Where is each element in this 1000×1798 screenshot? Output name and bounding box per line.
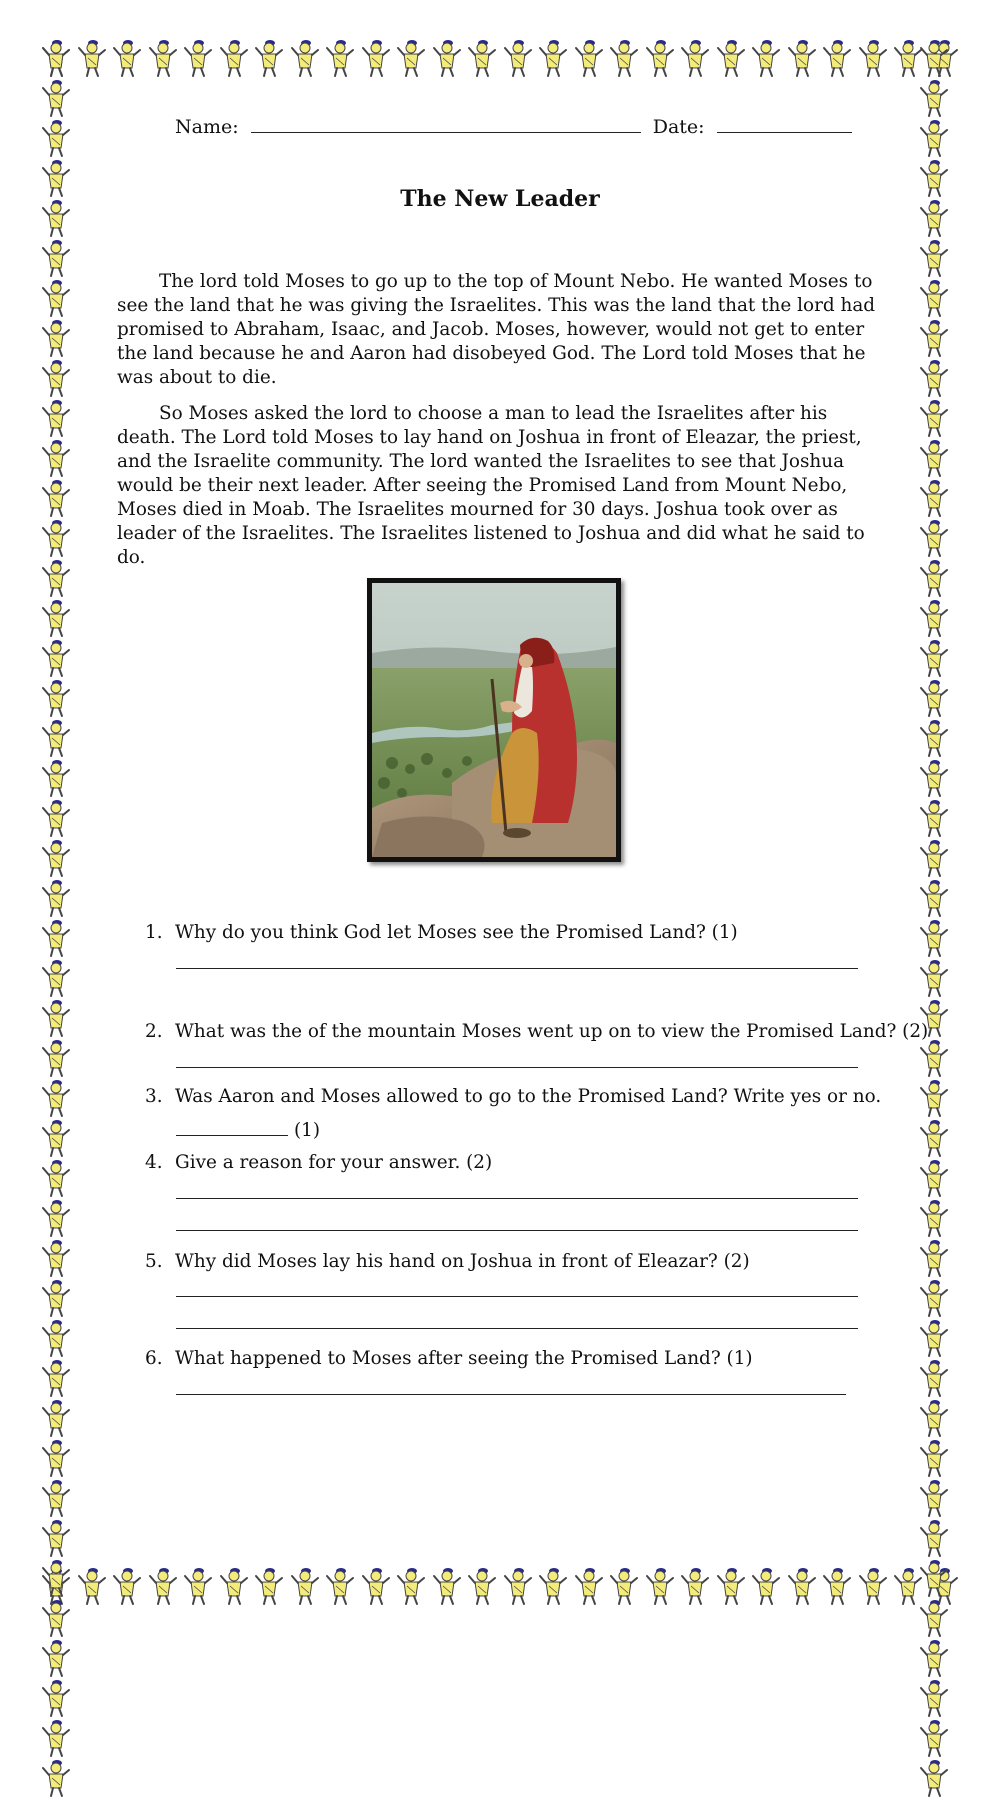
- cartoon-figure-icon: [918, 1758, 950, 1798]
- cartoon-figure-icon: [147, 38, 179, 78]
- question-text: What happened to Moses after seeing the Promised Land? (1): [175, 1348, 753, 1369]
- cartoon-figure-icon: [40, 1118, 72, 1158]
- cartoon-figure-icon: [918, 598, 950, 638]
- cartoon-figure-icon: [253, 1566, 285, 1606]
- cartoon-figure-icon: [40, 278, 72, 318]
- cartoon-figure-icon: [715, 1566, 747, 1606]
- cartoon-figure-icon: [40, 1678, 72, 1718]
- yes-no-answer: [176, 1117, 320, 1141]
- cartoon-figure-icon: [918, 438, 950, 478]
- cartoon-figure-icon: [918, 38, 950, 78]
- cartoon-figure-icon: [324, 1566, 356, 1606]
- cartoon-figure-icon: [40, 318, 72, 358]
- cartoon-figure-icon: [40, 1358, 72, 1398]
- cartoon-figure-icon: [40, 918, 72, 958]
- cartoon-figure-icon: [918, 1518, 950, 1558]
- cartoon-figure-icon: [40, 358, 72, 398]
- cartoon-figure-icon: [750, 1566, 782, 1606]
- question-number: 4.: [145, 1152, 163, 1173]
- cartoon-figure-icon: [111, 1566, 143, 1606]
- cartoon-figure-icon: [918, 1438, 950, 1478]
- cartoon-figure-icon: [918, 1078, 950, 1118]
- question-number: 1.: [145, 922, 163, 943]
- cartoon-figure-icon: [573, 1566, 605, 1606]
- cartoon-figure-icon: [40, 1478, 72, 1518]
- answer-line-1[interactable]: [176, 968, 858, 969]
- cartoon-figure-icon: [918, 1358, 950, 1398]
- cartoon-figure-icon: [679, 38, 711, 78]
- question-text: Was Aaron and Moses allowed to go to the Promised Land? Write yes or no.: [175, 1086, 882, 1107]
- cartoon-figure-icon: [918, 518, 950, 558]
- cartoon-figure-icon: [40, 1718, 72, 1758]
- cartoon-figure-icon: [40, 78, 72, 118]
- date-blank[interactable]: [717, 112, 852, 133]
- cartoon-figure-icon: [40, 1398, 72, 1438]
- cartoon-figure-icon: [40, 118, 72, 158]
- cartoon-figure-icon: [918, 118, 950, 158]
- cartoon-figure-icon: [644, 1566, 676, 1606]
- cartoon-figure-icon: [918, 478, 950, 518]
- cartoon-figure-icon: [40, 758, 72, 798]
- border-bottom: [40, 1566, 960, 1608]
- question-number: 5.: [145, 1251, 163, 1272]
- cartoon-figure-icon: [40, 1438, 72, 1478]
- answer-line-4a[interactable]: [176, 1198, 858, 1199]
- cartoon-figure-icon: [40, 1518, 72, 1558]
- story-paragraph-2: So Moses asked the lord to choose a man to lead the Israelites after his death. The Lord told Moses to lay hand on Joshua in front of Eleazar, the priest, and the Israelite community. The lord wanted the Israelites to see that Joshua would be their next leader. After seeing the Promised Land from Mount Nebo, Moses died in Moab. The Israelites mourned for 30 days. Joshua took over as leader of the Israelites. The Israelites listened to Joshua and did what he said to do.: [117, 403, 865, 568]
- cartoon-figure-icon: [40, 678, 72, 718]
- cartoon-figure-icon: [431, 38, 463, 78]
- question-2: [145, 1021, 928, 1042]
- yes-no-blank[interactable]: [176, 1117, 288, 1136]
- question-text: Give a reason for your answer. (2): [175, 1152, 493, 1173]
- question-3: [145, 1086, 881, 1107]
- cartoon-figure-icon: [918, 358, 950, 398]
- cartoon-figure-icon: [679, 1566, 711, 1606]
- answer-line-6[interactable]: [176, 1394, 846, 1395]
- question-6: [145, 1348, 753, 1369]
- cartoon-figure-icon: [40, 398, 72, 438]
- cartoon-figure-icon: [608, 38, 640, 78]
- question-text: What was the of the mountain Moses went up on to view the Promised Land? (2): [175, 1021, 929, 1042]
- cartoon-figure-icon: [182, 38, 214, 78]
- cartoon-figure-icon: [918, 678, 950, 718]
- cartoon-figure-icon: [918, 1198, 950, 1238]
- cartoon-figure-icon: [360, 38, 392, 78]
- question-text: Why do you think God let Moses see the Promised Land? (1): [175, 922, 738, 943]
- cartoon-figure-icon: [918, 318, 950, 358]
- border-right: [918, 38, 960, 1608]
- cartoon-figure-icon: [40, 638, 72, 678]
- cartoon-figure-icon: [40, 558, 72, 598]
- cartoon-figure-icon: [715, 38, 747, 78]
- page-title: The New Leader: [400, 186, 600, 212]
- cartoon-figure-icon: [40, 1318, 72, 1358]
- cartoon-figure-icon: [918, 1318, 950, 1358]
- cartoon-figure-icon: [395, 1566, 427, 1606]
- cartoon-figure-icon: [40, 1158, 72, 1198]
- cartoon-figure-icon: [918, 238, 950, 278]
- border-top: [40, 38, 960, 80]
- cartoon-figure-icon: [918, 1478, 950, 1518]
- cartoon-figure-icon: [918, 1398, 950, 1438]
- border-left: [40, 38, 82, 1608]
- name-date-line: [175, 112, 858, 138]
- cartoon-figure-icon: [608, 1566, 640, 1606]
- question-5: [145, 1251, 750, 1272]
- cartoon-figure-icon: [40, 38, 72, 78]
- answer-line-5a[interactable]: [176, 1296, 858, 1297]
- cartoon-figure-icon: [918, 1278, 950, 1318]
- cartoon-figure-icon: [918, 1558, 950, 1598]
- cartoon-figure-icon: [395, 38, 427, 78]
- cartoon-figure-icon: [821, 1566, 853, 1606]
- cartoon-figure-icon: [40, 1278, 72, 1318]
- cartoon-figure-icon: [40, 1198, 72, 1238]
- question-4: [145, 1152, 492, 1173]
- cartoon-figure-icon: [918, 1158, 950, 1198]
- cartoon-figure-icon: [289, 38, 321, 78]
- name-label: Name:: [175, 116, 239, 138]
- cartoon-figure-icon: [918, 78, 950, 118]
- cartoon-figure-icon: [218, 1566, 250, 1606]
- cartoon-figure-icon: [40, 958, 72, 998]
- cartoon-figure-icon: [40, 878, 72, 918]
- cartoon-figure-icon: [918, 398, 950, 438]
- cartoon-figure-icon: [466, 1566, 498, 1606]
- cartoon-figure-icon: [918, 1038, 950, 1078]
- moses-on-mount-nebo-illustration: [372, 583, 616, 857]
- story-paragraph-1: The lord told Moses to go up to the top of Mount Nebo. He wanted Moses to see the land that he was giving the Israelites. This was the land that the lord had promised to Abraham, Isaac, and Jacob. Moses, however, would not get to enter the land because he and Aaron had disobeyed God. The Lord told Moses that he was about to die.: [117, 271, 876, 388]
- cartoon-figure-icon: [40, 518, 72, 558]
- cartoon-figure-icon: [918, 798, 950, 838]
- date-label: Date:: [652, 116, 705, 138]
- question-number: 3.: [145, 1086, 163, 1107]
- question-1: [145, 922, 738, 943]
- cartoon-figure-icon: [918, 918, 950, 958]
- cartoon-figure-icon: [502, 1566, 534, 1606]
- cartoon-figure-icon: [40, 1038, 72, 1078]
- cartoon-figure-icon: [40, 1558, 72, 1598]
- cartoon-figure-icon: [857, 38, 889, 78]
- cartoon-figure-icon: [918, 1598, 950, 1638]
- cartoon-figure-icon: [573, 38, 605, 78]
- answer-line-4b[interactable]: [176, 1230, 858, 1231]
- cartoon-figure-icon: [918, 838, 950, 878]
- cartoon-figure-icon: [253, 38, 285, 78]
- cartoon-figure-icon: [40, 598, 72, 638]
- cartoon-figure-icon: [324, 38, 356, 78]
- cartoon-figure-icon: [360, 1566, 392, 1606]
- cartoon-figure-icon: [40, 1638, 72, 1678]
- cartoon-figure-icon: [40, 438, 72, 478]
- cartoon-figure-icon: [786, 38, 818, 78]
- cartoon-figure-icon: [40, 1758, 72, 1798]
- cartoon-figure-icon: [537, 38, 569, 78]
- cartoon-figure-icon: [644, 38, 676, 78]
- cartoon-figure-icon: [218, 38, 250, 78]
- cartoon-figure-icon: [918, 1118, 950, 1158]
- cartoon-figure-icon: [857, 1566, 889, 1606]
- question-number: 6.: [145, 1348, 163, 1369]
- question-text: Why did Moses lay his hand on Joshua in front of Eleazar? (2): [175, 1251, 750, 1272]
- cartoon-figure-icon: [918, 1238, 950, 1278]
- story-text: [117, 270, 882, 582]
- cartoon-figure-icon: [40, 478, 72, 518]
- cartoon-figure-icon: [182, 1566, 214, 1606]
- cartoon-figure-icon: [918, 1638, 950, 1678]
- cartoon-figure-icon: [40, 1238, 72, 1278]
- question-number: 2.: [145, 1021, 163, 1042]
- cartoon-figure-icon: [821, 38, 853, 78]
- cartoon-figure-icon: [40, 718, 72, 758]
- cartoon-figure-icon: [466, 38, 498, 78]
- cartoon-figure-icon: [40, 1078, 72, 1118]
- cartoon-figure-icon: [40, 798, 72, 838]
- cartoon-figure-icon: [431, 1566, 463, 1606]
- cartoon-figure-icon: [750, 38, 782, 78]
- cartoon-figure-icon: [786, 1566, 818, 1606]
- cartoon-figure-icon: [918, 558, 950, 598]
- cartoon-figure-icon: [111, 38, 143, 78]
- cartoon-figure-icon: [537, 1566, 569, 1606]
- cartoon-figure-icon: [502, 38, 534, 78]
- answer-line-5b[interactable]: [176, 1328, 858, 1329]
- cartoon-figure-icon: [918, 1678, 950, 1718]
- cartoon-figure-icon: [918, 878, 950, 918]
- cartoon-figure-icon: [147, 1566, 179, 1606]
- cartoon-figure-icon: [918, 278, 950, 318]
- cartoon-figure-icon: [289, 1566, 321, 1606]
- cartoon-figure-icon: [40, 238, 72, 278]
- cartoon-figure-icon: [918, 638, 950, 678]
- moses-picture: [367, 578, 621, 862]
- cartoon-figure-icon: [40, 1598, 72, 1638]
- cartoon-figure-icon: [918, 958, 950, 998]
- cartoon-figure-icon: [40, 998, 72, 1038]
- cartoon-figure-icon: [40, 838, 72, 878]
- cartoon-figure-icon: [918, 758, 950, 798]
- name-blank[interactable]: [251, 112, 641, 133]
- answer-line-2[interactable]: [176, 1067, 858, 1068]
- question-mark: (1): [294, 1120, 321, 1141]
- cartoon-figure-icon: [918, 718, 950, 758]
- cartoon-figure-icon: [918, 1718, 950, 1758]
